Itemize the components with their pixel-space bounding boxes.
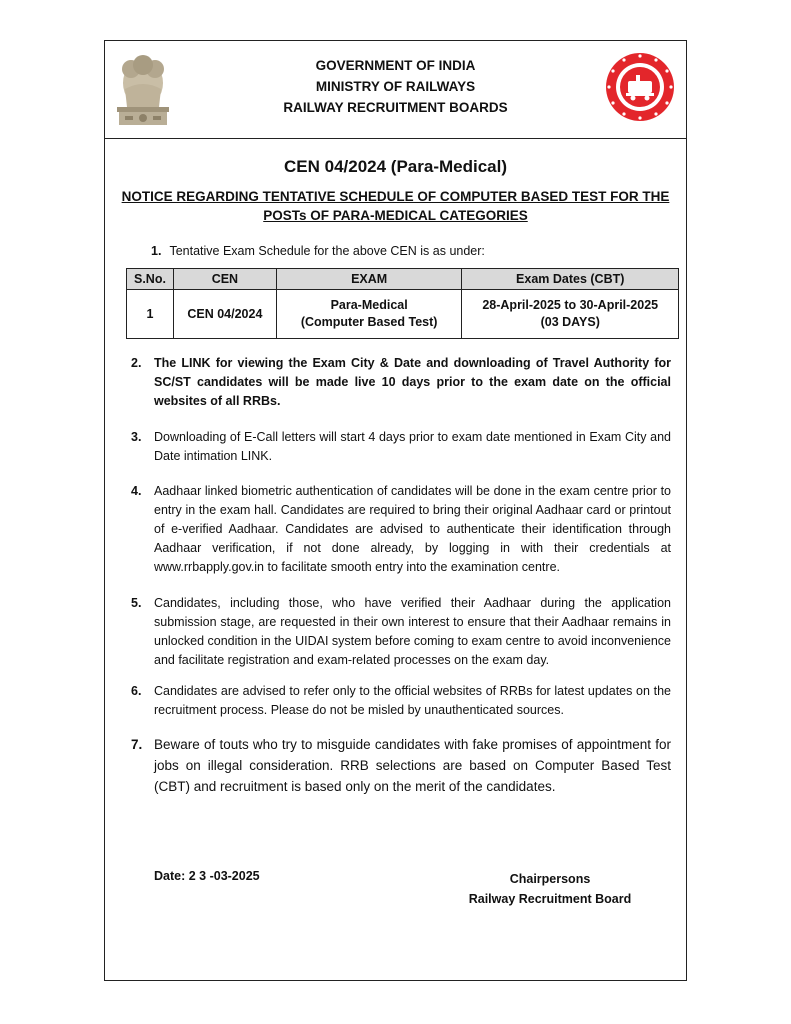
item-3-number: 3.: [131, 430, 142, 444]
item-7-text: Beware of touts who try to misguide candidates with fake promises of appointment for jobs on illegal consideration. RRB selections are based on Computer Based Test (CBT) and recruitment is based only on the merit of the candidates.: [154, 737, 671, 794]
header-line-boards: RAILWAY RECRUITMENT BOARDS: [283, 100, 508, 115]
col-header-exam: EXAM: [276, 269, 462, 290]
col-header-sno: S.No.: [127, 269, 174, 290]
item-6-number: 6.: [131, 684, 142, 698]
item-2-number: 2.: [131, 356, 142, 370]
cell-sno: 1: [127, 290, 174, 339]
item-4-number: 4.: [131, 484, 142, 498]
cell-dates-line2: (03 DAYS): [540, 315, 600, 329]
cell-exam-line1: Para-Medical: [330, 298, 408, 312]
col-header-dates: Exam Dates (CBT): [462, 269, 679, 290]
letterhead-title: [105, 55, 686, 118]
item-2-text: The LINK for viewing the Exam City & Date and downloading of Travel Authority for SC/ST candidates will be made live 10 days prior to the exam date on the official websites of all RRBs.: [154, 356, 671, 408]
notice-date: Date: 2 3 -03-2025: [154, 869, 260, 883]
exam-schedule-table: [126, 268, 679, 339]
header-line-government: GOVERNMENT OF INDIA: [315, 58, 476, 73]
cell-dates-line1: 28-April-2025 to 30-April-2025: [482, 298, 659, 312]
cell-cen: CEN 04/2024: [173, 290, 276, 339]
item-5: [131, 594, 671, 670]
item-6-text: Candidates are advised to refer only to the official websites of RRBs for latest updates on the recruitment process. Please do not be misled by unauthenticated sources.: [154, 684, 671, 717]
table-row: [127, 290, 679, 339]
notice-heading-line1: NOTICE REGARDING TENTATIVE SCHEDULE OF COMPUTER BASED TEST FOR THE: [121, 189, 670, 204]
header-line-ministry: MINISTRY OF RAILWAYS: [315, 79, 476, 94]
item-7-number: 7.: [131, 737, 143, 752]
item-5-number: 5.: [131, 596, 142, 610]
notice-heading: [117, 187, 674, 225]
notice-heading-line2: POSTs OF PARA-MEDICAL CATEGORIES: [263, 208, 528, 223]
signatory-title: Chairpersons: [509, 872, 591, 886]
item-1: [151, 244, 485, 258]
item-1-number: 1.: [151, 244, 162, 258]
item-6: [131, 682, 671, 720]
item-2: [131, 354, 671, 411]
cell-dates: [462, 290, 679, 339]
item-4: [131, 482, 671, 577]
table-header-row: [127, 269, 679, 290]
cell-exam-line2: (Computer Based Test): [300, 315, 438, 329]
document-frame: [104, 40, 687, 981]
item-5-text: Candidates, including those, who have verified their Aadhaar during the application submission stage, are requested in their own interest to ensure that their Aadhaar remains in unlocked condition in the UIDAI system before coming to exam centre to avoid inconvenience and facilitate registration and exam-related processes on the exam day.: [154, 596, 671, 667]
item-1-text: Tentative Exam Schedule for the above CEN is as under:: [169, 244, 485, 258]
letterhead: [105, 41, 686, 139]
cell-exam: [276, 290, 462, 339]
indian-railways-logo-icon: [604, 51, 676, 123]
item-3: [131, 428, 671, 466]
signatory: [445, 869, 655, 909]
col-header-cen: CEN: [173, 269, 276, 290]
item-4-text: Aadhaar linked biometric authentication of candidates will be done in the exam centre prior to entry in the exam hall. Candidates are required to bring their original Aadhaar card or printout of e-verified Aadhaar. Candidates are advised to authenticate their identification through Aadhaar verification, if not done already, by logging in with their credentials at www.rrbapply.gov.in to facilitate smooth entry into the examination centre.: [154, 484, 671, 574]
signatory-org: Railway Recruitment Board: [468, 892, 632, 906]
document-title: CEN 04/2024 (Para-Medical): [284, 157, 507, 176]
item-7: [131, 734, 671, 797]
item-3-text: Downloading of E-Call letters will start 4 days prior to exam date mentioned in Exam City and Date intimation LINK.: [154, 430, 671, 463]
